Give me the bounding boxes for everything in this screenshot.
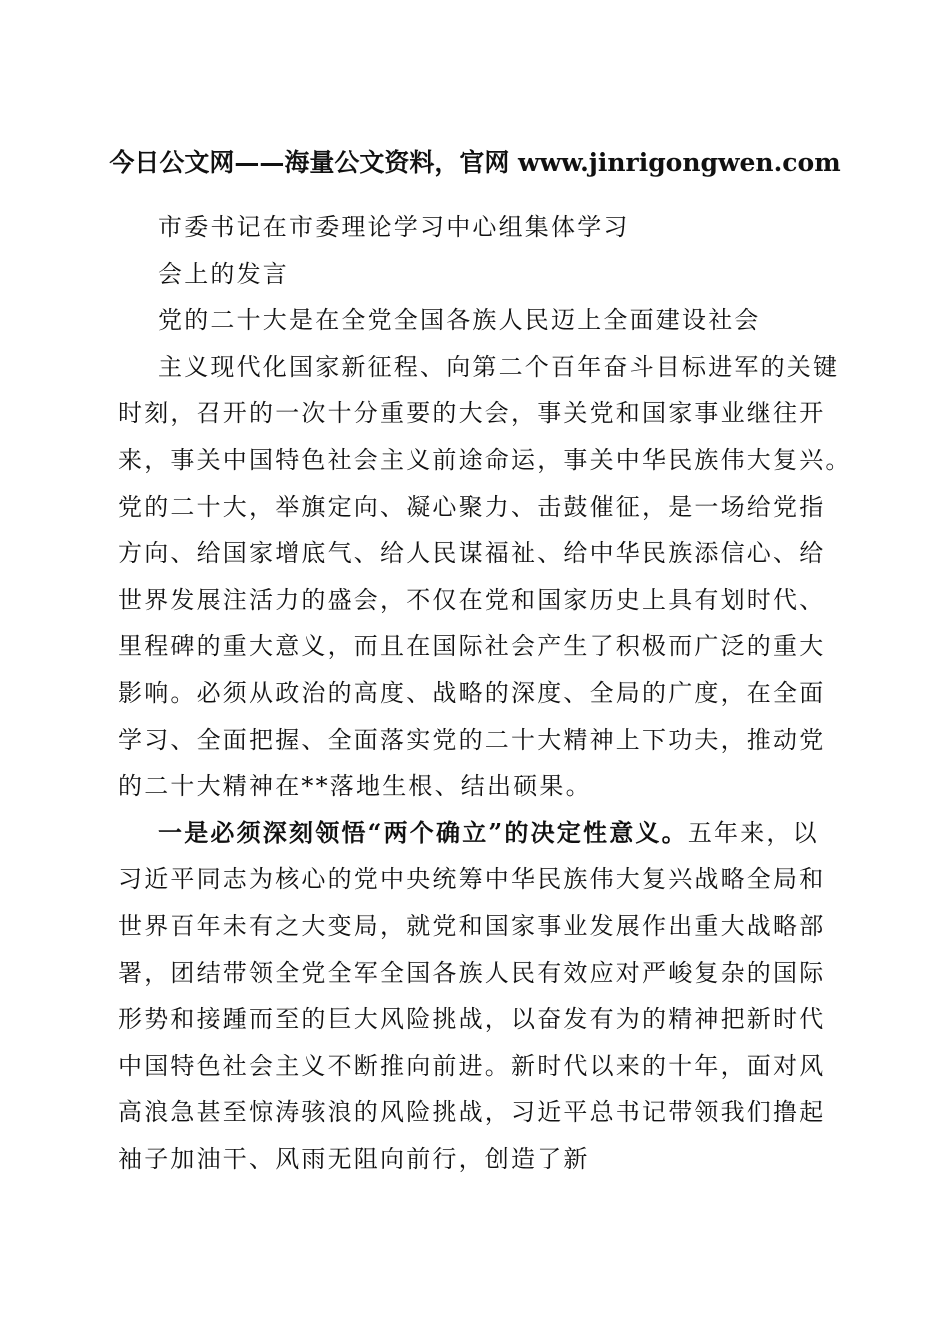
paragraph-line: 来，事关中国特色社会主义前途命运，事关中华民族伟大复兴。 [118, 445, 852, 474]
paragraph-line: 高浪急甚至惊涛骇浪的风险挑战，习近平总书记带领我们撸起 [118, 1098, 826, 1127]
paragraph-line: 习近平同志为核心的党中央统筹中华民族伟大复兴战略全局和 [118, 865, 826, 894]
document-body [118, 204, 852, 1182]
paragraph-line: 主义现代化国家新征程、向第二个百年奋斗目标进军的关键 [158, 352, 840, 381]
paragraph-line: 党的二十大，举旗定向、凝心聚力、击鼓催征，是一场给党指 [118, 492, 826, 521]
paragraph-line: 的二十大精神在**落地生根、结出硕果。 [118, 772, 592, 801]
paragraph-line: 学习、全面把握、全面落实党的二十大精神上下功夫，推动党 [118, 725, 826, 754]
site-banner: 今日公文网——海量公文资料，官网 www.jinrigongwen.com [109, 148, 841, 177]
document-title-line-2: 会上的发言 [158, 259, 289, 288]
paragraph-heading: 一是必须深刻领悟“两个确立”的决定性意义。 [158, 817, 688, 847]
paragraph-line: 世界百年未有之大变局，就党和国家事业发展作出重大战略部 [118, 911, 826, 940]
paragraph-1 [118, 297, 852, 810]
paragraph-heading-tail: 五年来，以 [687, 818, 819, 847]
paragraph-line: 党的二十大是在全党全国各族人民迈上全面建设社会 [158, 306, 761, 335]
paragraph-2 [118, 810, 838, 1183]
paragraph-line: 方向、给国家增底气、给人民谋福祉、给中华民族添信心、给 [118, 539, 826, 568]
paragraph-line: 里程碑的重大意义，而且在国际社会产生了积极而广泛的重大 [118, 632, 826, 661]
paragraph-line: 时刻，召开的一次十分重要的大会，事关党和国家事业继往开 [118, 399, 826, 428]
paragraph-line: 署，团结带领全党全军全国各族人民有效应对严峻复杂的国际 [118, 958, 826, 987]
paragraph-line: 世界发展注活力的盛会，不仅在党和国家历史上具有划时代、 [118, 585, 826, 614]
document-title-line-1: 市委书记在市委理论学习中心组集体学习 [158, 213, 630, 241]
paragraph-line: 袖子加油干、风雨无阻向前行，创造了新 [118, 1144, 590, 1173]
paragraph-line: 形势和接踵而至的巨大风险挑战，以奋发有为的精神把新时代 [118, 1005, 826, 1034]
paragraph-line: 影响。必须从政治的高度、战略的深度、全局的广度，在全面 [118, 678, 826, 707]
paragraph-line: 中国特色社会主义不断推向前进。新时代以来的十年，面对风 [118, 1051, 826, 1080]
paragraph-first-line [118, 810, 838, 857]
